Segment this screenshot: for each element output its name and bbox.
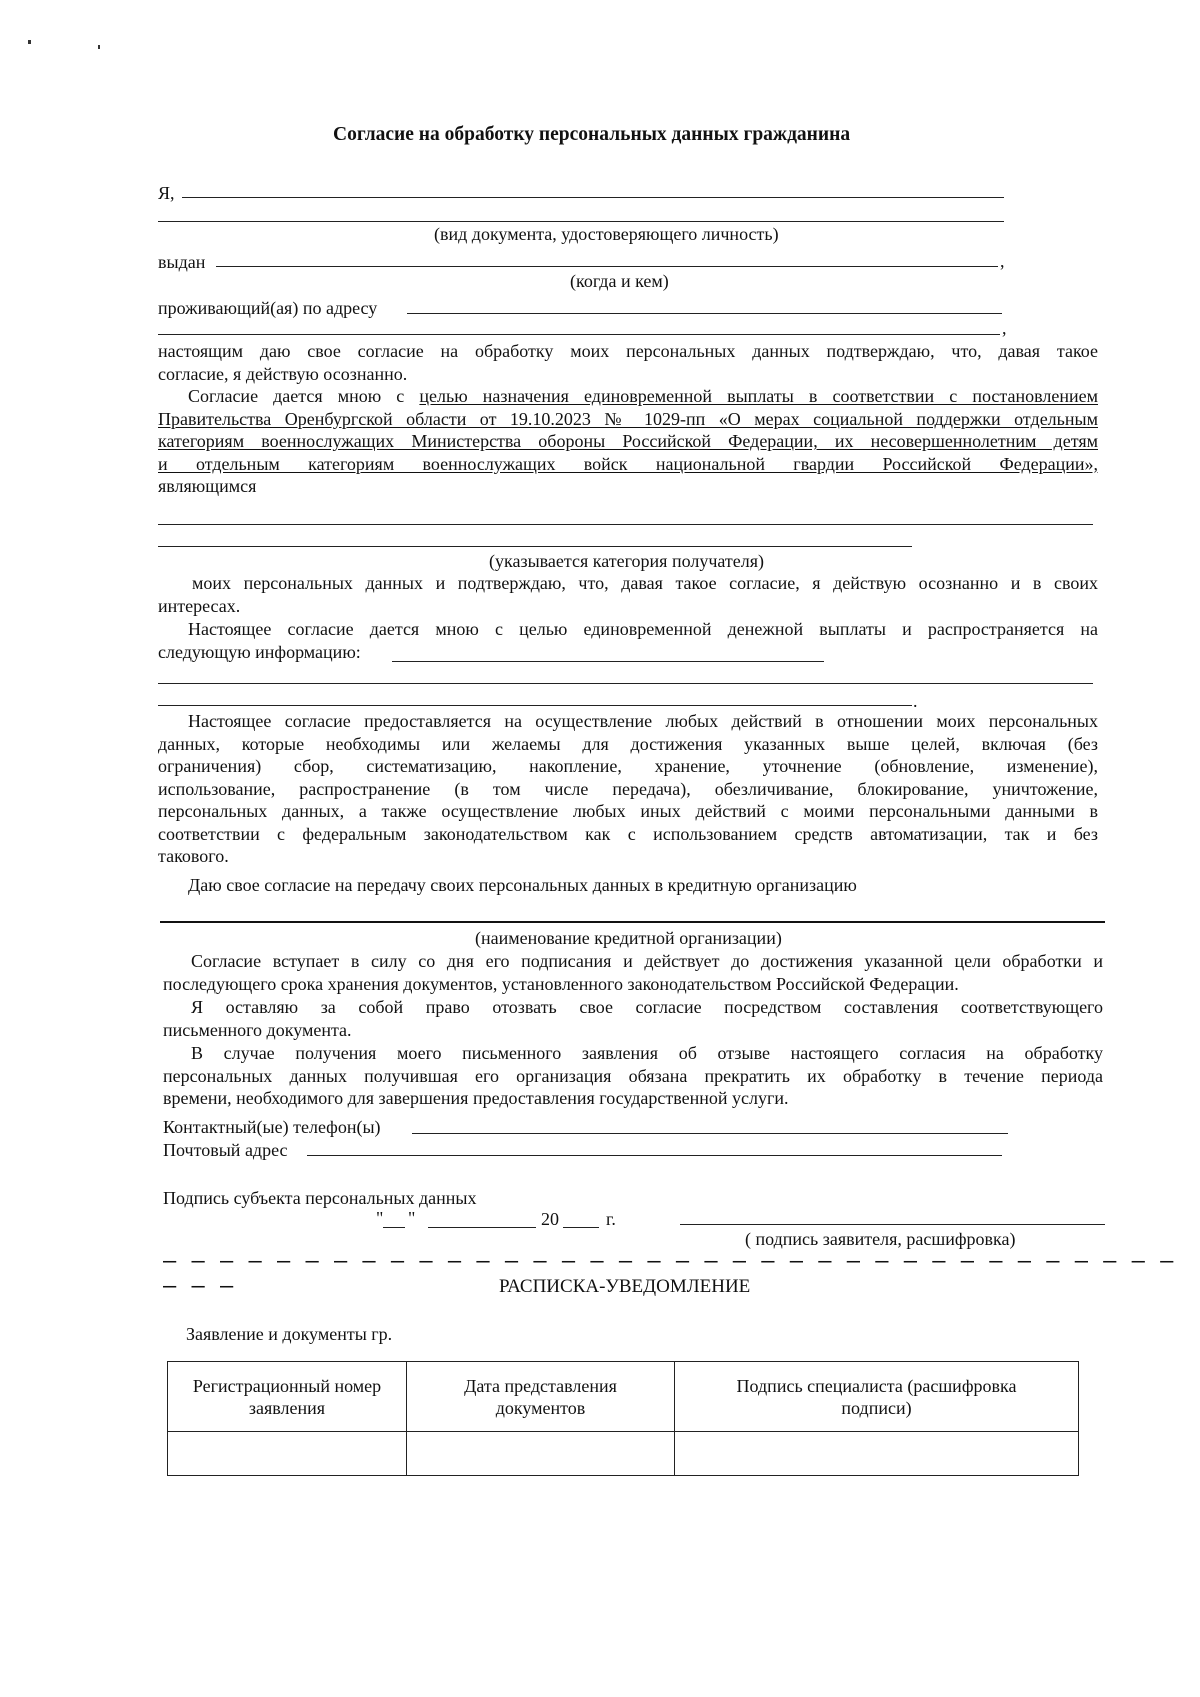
text-line <box>158 385 1098 408</box>
consent-paragraph-7 <box>163 950 1103 995</box>
text-line: ограничения) сбор, систематизацию, накопление, хранение, уточнение (обновление, изменение), <box>158 756 1098 776</box>
purpose-text: целью назначения единовременной выплаты в соответствии с постановлением <box>419 386 1099 406</box>
category-caption: (указывается категория получателя) <box>489 551 765 571</box>
text-line: персональных данных получившая его организация обязана прекратить их обработку в течение периода <box>163 1065 1103 1086</box>
info-period: . <box>913 691 918 711</box>
issued-line[interactable] <box>216 266 998 267</box>
date-open-quote: " <box>376 1208 384 1228</box>
registration-number-cell[interactable] <box>168 1432 407 1476</box>
applicant-signature-line[interactable] <box>680 1224 1105 1225</box>
category-line-2[interactable] <box>158 546 912 547</box>
date-close-quote: " <box>408 1208 416 1228</box>
header-line: Регистрационный номер <box>192 1375 382 1396</box>
table-header-row <box>168 1362 1079 1432</box>
receipt-title: РАСПИСКА-УВЕДОМЛЕНИЕ <box>499 1276 751 1297</box>
purpose-text: категориям военнослужащих Министерства обороны Российской Федерации, их несовершеннолетним детям <box>158 431 1098 451</box>
header-specialist-signature <box>675 1362 1079 1432</box>
purpose-text: Правительства Оренбургской области от 19.10.2023 № 1029-пп «О мерах социальной поддержки отдельным <box>158 408 1098 429</box>
applicant-signature-caption: ( подпись заявителя, расшифровка) <box>745 1229 1016 1249</box>
text-line: следующую информацию: <box>158 641 361 662</box>
document-title: Согласие на обработку персональных данных гражданина <box>333 124 851 145</box>
text-line: В случае получения моего письменного заявления об отзыве настоящего согласия на обработку <box>191 1043 1103 1063</box>
consent-paragraph-3 <box>158 572 1098 617</box>
header-line: Дата представления <box>464 1375 617 1396</box>
table-row <box>168 1432 1079 1476</box>
text-line: использование, распространение (в том числе передача), обезличивание, блокирование, уничтожение, <box>158 778 1098 799</box>
purpose-text: и отдельным категориям военнослужащих войск национальной гвардии Российской Федерации», <box>158 453 1098 474</box>
cut-line: — — — — — — — — — — — — — — — — — — — — — — — — — — — — — — — — — — — — — — — <box>163 1249 1175 1299</box>
text-line: Я оставляю за собой право отозвать свое согласие посредством составления соответствующего <box>191 997 1103 1017</box>
purpose-lead: Согласие дается мною с <box>188 386 420 406</box>
purpose-paragraph <box>158 385 1098 498</box>
submission-date-cell[interactable] <box>407 1432 675 1476</box>
text-line: данных, которые необходимы или желаемы для достижения указанных выше целей, включая (без <box>158 733 1098 754</box>
header-submission-date <box>407 1362 675 1432</box>
postal-address-line[interactable] <box>307 1155 1002 1156</box>
credit-consent-text: Даю свое согласие на передачу своих персональных данных в кредитную организацию <box>188 875 857 895</box>
specialist-signature-cell[interactable] <box>675 1432 1079 1476</box>
text-line: настоящим даю свое согласие на обработку моих персональных данных подтверждаю, что, давая такое <box>158 341 1098 361</box>
consent-paragraph-5 <box>158 710 1098 868</box>
info-line-1[interactable] <box>392 661 824 662</box>
text-line: моих персональных данных и подтверждаю, что, давая такое согласие, я действую осознанно и в своих <box>192 573 1098 593</box>
date-year-suffix: г. <box>606 1209 616 1229</box>
header-line: документов <box>495 1397 586 1418</box>
consent-paragraph-9 <box>163 1042 1103 1110</box>
identity-doc-caption: (вид документа, удостоверяющего личность) <box>434 224 779 244</box>
text-line: времени, необходимого для завершения предоставления государственной услуги. <box>163 1088 789 1108</box>
address-label: проживающий(ая) по адресу <box>158 298 378 318</box>
scan-speck <box>28 40 31 44</box>
contact-phone-label: Контактный(ые) телефон(ы) <box>163 1117 381 1137</box>
text-line: согласие, я действую осознанно. <box>158 363 408 384</box>
header-line: подписи) <box>841 1397 912 1418</box>
contact-phone-line[interactable] <box>412 1133 1008 1134</box>
consent-paragraph-1 <box>158 340 1098 385</box>
credit-org-caption: (наименование кредитной организации) <box>475 928 782 948</box>
address-line-2[interactable] <box>158 334 1000 335</box>
consent-paragraph-4 <box>158 618 1098 663</box>
date-year-prefix: 20 <box>541 1209 559 1229</box>
text-line: Согласие вступает в силу со дня его подписания и действует до достижения указанной цели обработки и <box>191 951 1103 971</box>
issued-caption: (когда и кем) <box>570 271 669 291</box>
text-line: Настоящее согласие предоставляется на осуществление любых действий в отношении моих персональных <box>188 711 1098 731</box>
text-line: Настоящее согласие дается мною с целью единовременной денежной выплаты и распространяется на <box>188 619 1098 639</box>
issued-label: выдан <box>158 252 206 272</box>
full-name-line[interactable] <box>182 197 1004 198</box>
consent-paragraph-8 <box>163 996 1103 1041</box>
text-line: интересах. <box>158 595 241 616</box>
postal-address-label: Почтовый адрес <box>163 1140 288 1160</box>
text-line: соответствии с федеральным законодательством как с использованием средств автоматизации, так и без <box>158 823 1098 844</box>
info-line-3[interactable] <box>158 705 912 706</box>
header-line: заявления <box>248 1397 326 1418</box>
date-year-line[interactable] <box>563 1227 599 1228</box>
header-line: Подпись специалиста (расшифровка <box>736 1375 1017 1396</box>
text-line: персональных данных, а также осуществление любых иных действий с моими персональными данными в <box>158 801 1098 821</box>
text-line: последующего срока хранения документов, установленного законодательством Российской Федерации. <box>163 973 959 994</box>
address-line-1[interactable] <box>407 313 1002 314</box>
credit-org-line[interactable] <box>160 921 1105 923</box>
info-line-2[interactable] <box>158 683 1093 684</box>
signature-subject-label: Подпись субъекта персональных данных <box>163 1188 477 1208</box>
text-line: являющимся <box>158 476 257 496</box>
category-line-1[interactable] <box>158 524 1093 525</box>
issued-comma: , <box>1000 251 1005 271</box>
i-label: Я, <box>158 183 175 203</box>
receipt-intro: Заявление и документы гр. <box>186 1324 393 1344</box>
date-month-line[interactable] <box>428 1227 536 1228</box>
address-comma: , <box>1002 318 1007 338</box>
text-line: такового. <box>158 846 229 866</box>
scan-speck <box>98 45 100 49</box>
receipt-table <box>167 1361 1079 1476</box>
date-day-line[interactable] <box>383 1227 405 1228</box>
header-registration-number <box>168 1362 407 1432</box>
text-line: письменного документа. <box>163 1019 352 1040</box>
identity-doc-line[interactable] <box>158 221 1004 222</box>
